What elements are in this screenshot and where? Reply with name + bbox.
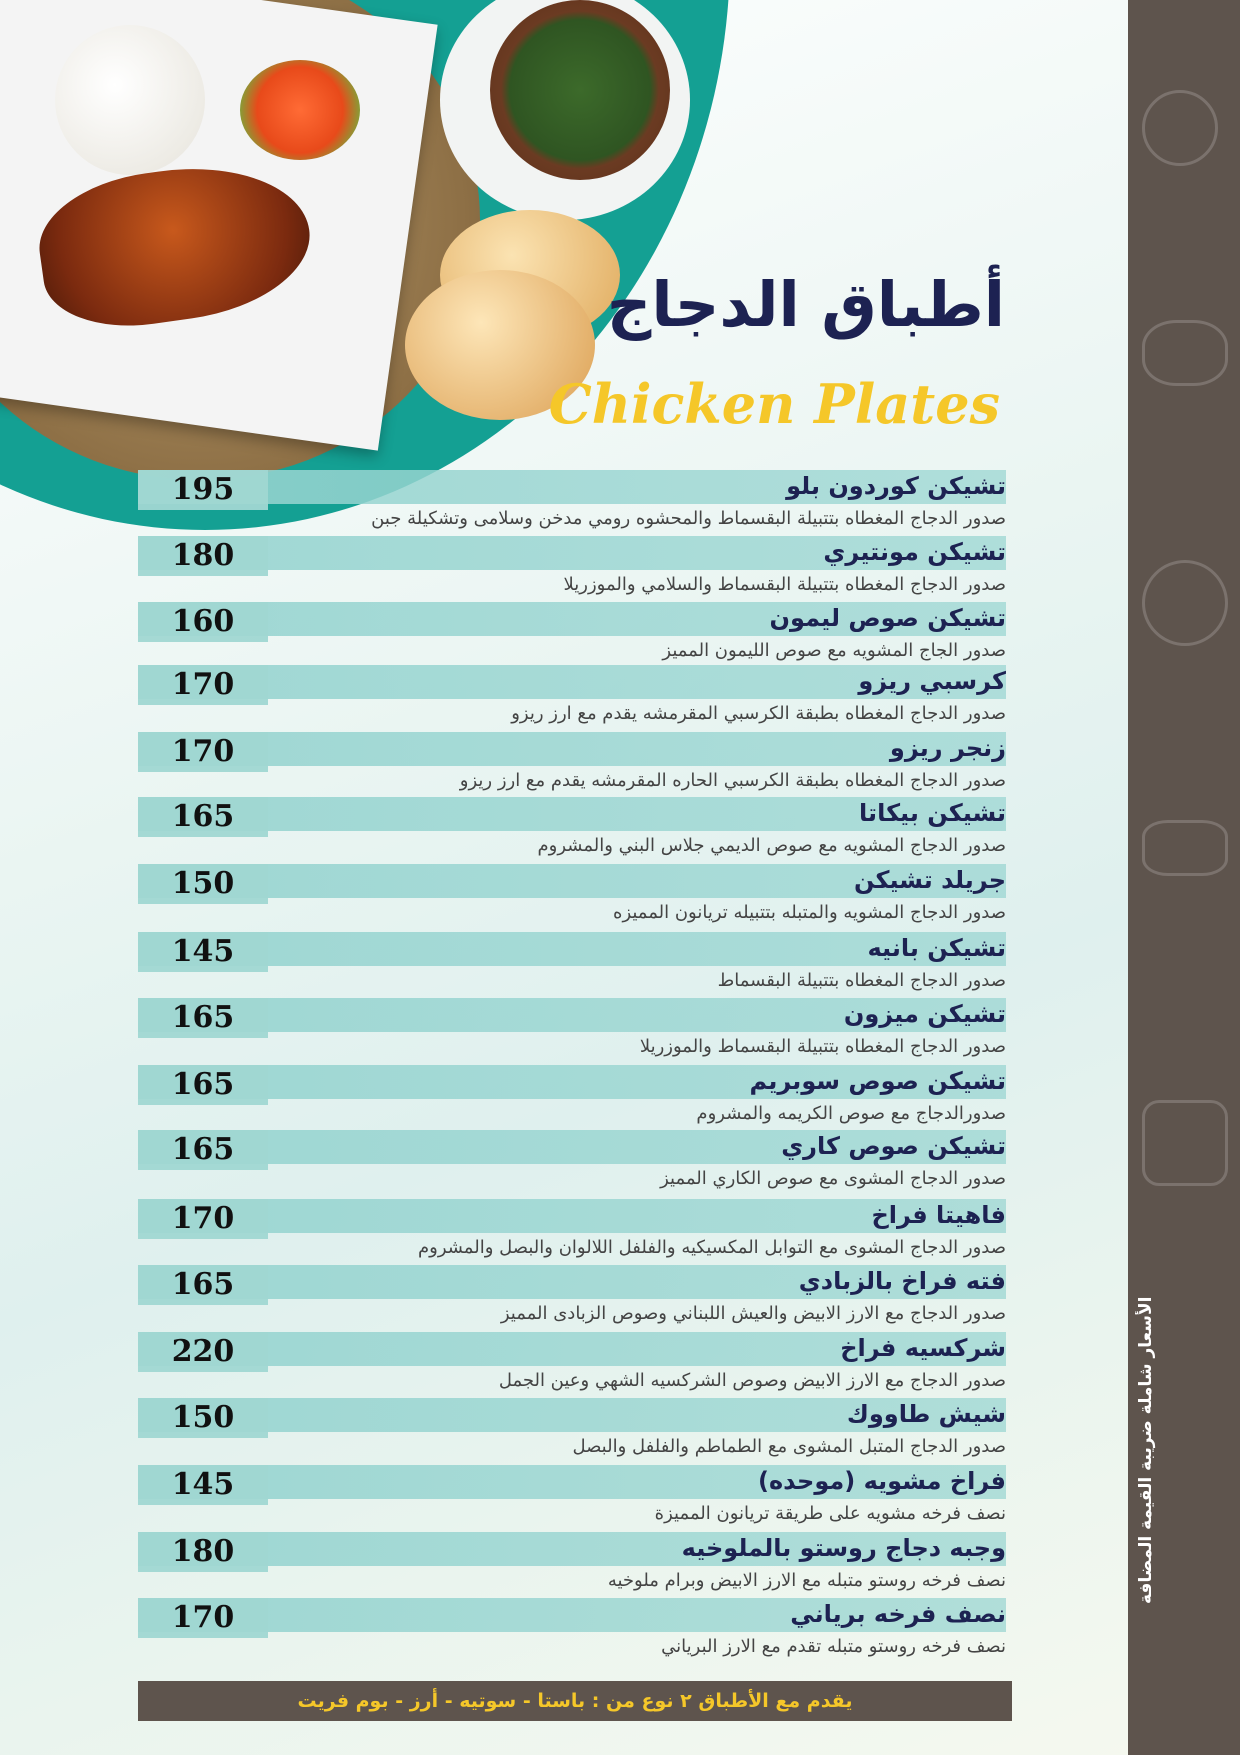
item-price: 150	[171, 866, 235, 901]
item-description: صدور الدجاج المشويه والمتبله بتتبيله تريانون المميزه	[613, 902, 1006, 923]
item-price: 150	[171, 1400, 235, 1435]
item-description: صدور الدجاج المغطاه بطبقة الكرسبي المقرمشه يقدم مع ارز ريزو	[511, 703, 1006, 724]
item-price: 170	[171, 734, 235, 769]
menu-item	[138, 797, 1006, 863]
item-name: تشيكن بيكاتا	[859, 799, 1006, 827]
item-name: فراخ مشويه (موحده)	[758, 1467, 1006, 1495]
item-name: شركسيه فراخ	[840, 1334, 1006, 1362]
page-title-arabic: أطباق الدجاج	[606, 268, 1005, 341]
item-name: تشيكن صوص سوبريم	[749, 1067, 1006, 1095]
item-price: 170	[171, 667, 235, 702]
item-description: صدور الدجاج مع الارز الابيض وصوص الشركسيه الشهي وعين الجمل	[498, 1370, 1006, 1391]
page-title-english: Chicken Plates	[548, 372, 1000, 436]
item-name: فاهيتا فراخ	[871, 1201, 1006, 1229]
item-description: صدور الدجاج المغطاه بتتبيلة البقسماط والموزريلا	[639, 1036, 1006, 1057]
menu-item	[138, 1265, 1006, 1331]
menu-item	[138, 1598, 1006, 1664]
item-band	[138, 732, 1006, 766]
item-price: 180	[171, 538, 235, 573]
item-description: صدورالدجاج مع صوص الكريمه والمشروم	[696, 1103, 1006, 1124]
menu-item	[138, 1398, 1006, 1464]
item-name: تشيكن كوردون بلو	[786, 472, 1006, 500]
item-price: 165	[171, 799, 235, 834]
rice	[55, 25, 205, 175]
item-description: نصف فرخه مشويه على طريقة تريانون المميزة	[654, 1503, 1006, 1524]
bread-decoration-icon	[1142, 1100, 1228, 1186]
item-price: 170	[171, 1600, 235, 1635]
menu-item	[138, 1332, 1006, 1398]
item-name: تشيكن صوص كاري	[781, 1132, 1006, 1160]
item-description: صدور الدجاج المشوى مع التوابل المكسيكيه والفلفل اللالوان والبصل والمشروم	[417, 1237, 1006, 1258]
item-price: 170	[171, 1201, 235, 1236]
item-description: نصف فرخه روستو متبله تقدم مع الارز البرياني	[661, 1636, 1006, 1657]
item-name: شيش طاووك	[846, 1400, 1006, 1428]
item-price: 145	[171, 1467, 235, 1502]
menu-item	[138, 1130, 1006, 1196]
croissant-decoration-icon	[1142, 320, 1228, 386]
item-name: وجبه دجاج روستو بالملوخيه	[681, 1534, 1006, 1562]
item-price: 165	[171, 1267, 235, 1302]
menu-item	[138, 1465, 1006, 1531]
item-price: 160	[171, 604, 235, 639]
item-name: نصف فرخه برياني	[790, 1600, 1006, 1628]
menu-item	[138, 536, 1006, 602]
item-description: صدور الدجاج مع الارز الابيض والعيش اللبناني وصوص الزبادى المميز	[500, 1303, 1006, 1324]
vat-note: الأسعار شاملة ضريبة القيمة المضافة	[1136, 1296, 1156, 1604]
menu-item	[138, 732, 1006, 798]
item-description: نصف فرخه روستو متبله مع الارز الابيض وبرام ملوخيه	[607, 1570, 1006, 1591]
molokhia-bowl	[490, 0, 670, 180]
menu-item	[138, 602, 1006, 668]
vegetable-garnish	[240, 60, 360, 160]
item-price: 145	[171, 934, 235, 969]
item-name: زنجر ريزو	[889, 734, 1006, 762]
item-description: صدور الدجاج المغطاه بطبقة الكرسبي الحاره المقرمشه يقدم مع ارز ريزو	[459, 770, 1006, 791]
cinnamon-roll-decoration-icon	[1142, 560, 1228, 646]
item-price: 165	[171, 1132, 235, 1167]
item-name: فته فراخ بالزبادي	[798, 1267, 1006, 1295]
item-name: تشيكن بانيه	[867, 934, 1006, 962]
item-description: صدور الدجاج المغطاه بتتبيلة البقسماط والمحشوه رومي مدخن وسلامى وتشكيلة جبن	[371, 508, 1006, 529]
item-description: صدور الدجاج المشويه مع صوص الديمي جلاس البني والمشروم	[537, 835, 1006, 856]
item-price: 165	[171, 1000, 235, 1035]
item-price: 180	[171, 1534, 235, 1569]
menu-item	[138, 932, 1006, 998]
menu-item	[138, 470, 1006, 536]
item-name: جريلد تشيكن	[853, 866, 1006, 894]
item-name: كرسبي ريزو	[858, 667, 1006, 695]
menu-item	[138, 998, 1006, 1064]
bakery-decoration-icon	[1142, 90, 1218, 166]
menu-item	[138, 1532, 1006, 1598]
menu-item	[138, 1065, 1006, 1131]
item-name: تشيكن مونتيري	[823, 538, 1006, 566]
item-description: صدور الدجاج المغطاه بتتبيلة البقسماط والسلامي والموزريلا	[563, 574, 1006, 595]
menu-item	[138, 665, 1006, 731]
footer-note: يقدم مع الأطباق ٢ نوع من : باستا - سوتيه - أرز - بوم فريت	[138, 1681, 1012, 1721]
item-price: 195	[171, 472, 235, 507]
item-description: صدور الجاج المشويه مع صوص الليمون المميز	[662, 640, 1006, 661]
item-name: تشيكن صوص ليمون	[769, 604, 1006, 632]
item-description: صدور الدجاج المشوى مع صوص الكاري المميز	[660, 1168, 1006, 1189]
item-name: تشيكن ميزون	[843, 1000, 1006, 1028]
item-price: 220	[171, 1334, 235, 1369]
item-price: 165	[171, 1067, 235, 1102]
cake-decoration-icon	[1142, 820, 1228, 876]
item-description: صدور الدجاج المغطاه بتتبيلة البقسماط	[717, 970, 1006, 991]
side-decor-bar	[1128, 0, 1240, 1755]
item-description: صدور الدجاج المتبل المشوى مع الطماطم والفلفل والبصل	[572, 1436, 1006, 1457]
menu-item	[138, 1199, 1006, 1265]
menu-item	[138, 864, 1006, 930]
